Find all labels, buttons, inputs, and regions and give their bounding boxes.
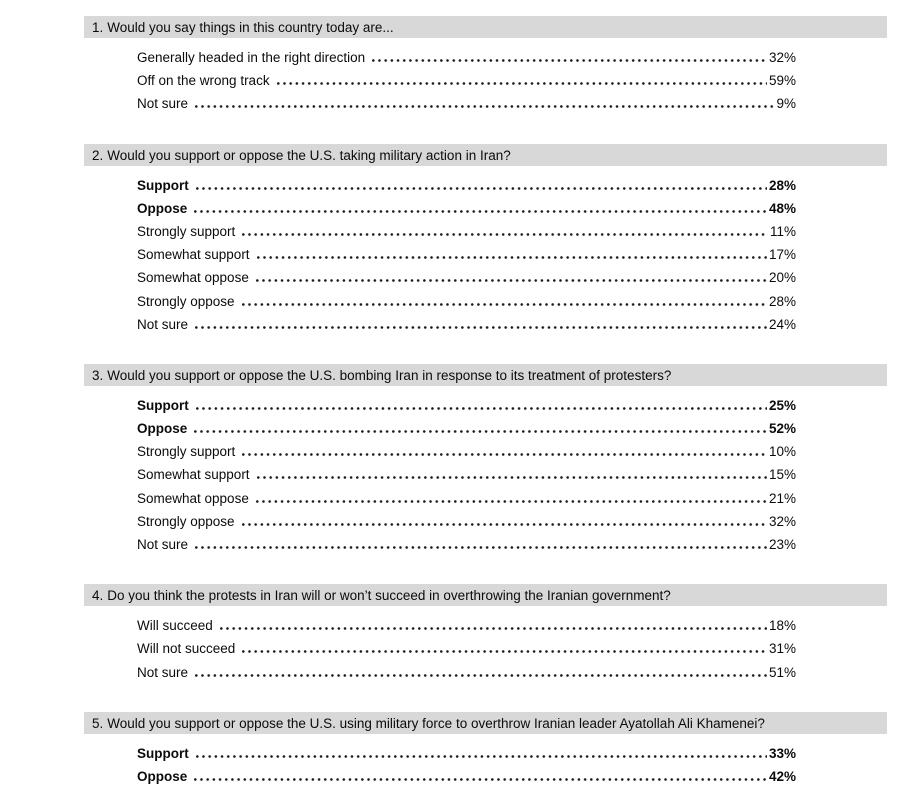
answer-value: 17% (768, 247, 796, 263)
answer-value: 10% (768, 444, 796, 460)
question-header-bar (84, 584, 887, 606)
answer-row (137, 742, 796, 765)
dotted-leader (256, 500, 767, 503)
answer-row (137, 614, 796, 637)
answer-value: 28% (768, 177, 796, 193)
answer-label: Somewhat oppose (137, 490, 249, 506)
answer-value: 18% (768, 618, 796, 634)
question-block (84, 364, 887, 556)
answer-row (137, 661, 796, 684)
answer-row (137, 220, 796, 243)
answer-value: 21% (768, 490, 796, 506)
answer-label: Strongly oppose (137, 293, 235, 309)
answer-row (137, 394, 796, 417)
answer-rows (137, 38, 796, 116)
answer-row (137, 46, 796, 69)
question-number: 4. (92, 588, 104, 604)
question-text: Do you think the protests in Iran will or won’t succeed in overthrowing the Iranian government? (107, 588, 671, 604)
dotted-leader (242, 523, 767, 526)
answer-label: Generally headed in the right direction (137, 50, 366, 65)
answer-label: Not sure (137, 537, 189, 552)
answer-label: Not sure (137, 664, 189, 680)
answer-row (137, 487, 796, 510)
answer-row (137, 533, 796, 556)
answer-value: 52% (768, 421, 796, 437)
dotted-leader (257, 256, 767, 259)
dotted-leader (194, 210, 767, 213)
questions-list (84, 16, 887, 788)
question-block (84, 584, 887, 684)
answer-value: 31% (768, 641, 796, 657)
answer-value: 51% (768, 664, 796, 680)
dotted-leader (194, 778, 767, 781)
answer-row (137, 417, 796, 440)
answer-value: 11% (769, 223, 796, 239)
answer-row (137, 510, 796, 533)
question-text: Would you support or oppose the U.S. using military force to overthrow Iranian leader Ayatollah Ali Khamenei? (107, 715, 765, 731)
question-block (84, 712, 887, 788)
dotted-leader (220, 627, 767, 630)
answer-label: Somewhat support (137, 247, 250, 263)
answer-label: Somewhat oppose (137, 270, 249, 286)
answer-value: 15% (768, 467, 796, 483)
answer-value: 23% (768, 537, 796, 552)
answer-row (137, 637, 796, 660)
question-block (84, 144, 887, 336)
answer-value: 9% (776, 96, 796, 112)
answer-rows (137, 734, 796, 788)
question-number: 2. (92, 147, 104, 163)
answer-label: Will not succeed (137, 641, 236, 657)
question-number: 5. (92, 715, 104, 731)
answer-row (137, 463, 796, 486)
answer-row (137, 174, 796, 197)
question-text: Would you support or oppose the U.S. taking military action in Iran? (107, 147, 511, 163)
question-text: Would you say things in this country today are... (107, 20, 394, 35)
answer-label: Strongly support (137, 444, 236, 460)
survey-results-page (84, 0, 887, 788)
answer-value: 59% (768, 73, 796, 89)
question-header-bar (84, 364, 887, 386)
answer-label: Off on the wrong track (137, 73, 270, 89)
answer-label: Somewhat support (137, 467, 250, 483)
dotted-leader (196, 755, 767, 758)
dotted-leader (372, 59, 767, 62)
question-block (84, 16, 887, 116)
dotted-leader (242, 303, 767, 306)
answer-row (137, 197, 796, 220)
dotted-leader (195, 326, 767, 329)
answer-rows (137, 166, 796, 336)
dotted-leader (242, 453, 767, 456)
answer-label: Strongly oppose (137, 513, 235, 529)
dotted-leader (195, 546, 767, 549)
answer-row (137, 69, 796, 92)
answer-value: 42% (768, 768, 796, 784)
answer-row (137, 440, 796, 463)
answer-value: 33% (768, 745, 796, 761)
question-header-bar (84, 712, 887, 734)
answer-value: 24% (768, 316, 796, 332)
answer-value: 25% (768, 397, 796, 413)
dotted-leader (242, 233, 768, 236)
answer-label: Oppose (137, 200, 188, 216)
answer-label: Not sure (137, 96, 189, 112)
dotted-leader (195, 674, 767, 677)
answer-label: Not sure (137, 316, 189, 332)
dotted-leader (242, 650, 767, 653)
answer-label: Oppose (137, 421, 188, 437)
answer-value: 28% (768, 293, 796, 309)
dotted-leader (195, 105, 774, 108)
dotted-leader (194, 430, 767, 433)
answer-row (137, 92, 796, 115)
answer-value: 20% (768, 270, 796, 286)
dotted-leader (277, 82, 767, 85)
question-header-bar (84, 16, 887, 38)
answer-label: Strongly support (137, 223, 236, 239)
answer-label: Support (137, 745, 189, 761)
answer-value: 32% (768, 513, 796, 529)
answer-value: 32% (768, 50, 796, 65)
answer-row (137, 243, 796, 266)
answer-row (137, 765, 796, 788)
answer-label: Will succeed (137, 618, 213, 634)
question-header-bar (84, 144, 887, 166)
dotted-leader (257, 476, 767, 479)
dotted-leader (256, 279, 767, 282)
answer-label: Oppose (137, 768, 188, 784)
question-number: 3. (92, 367, 104, 383)
question-text: Would you support or oppose the U.S. bombing Iran in response to its treatment of protesters? (107, 367, 672, 383)
answer-rows (137, 606, 796, 684)
dotted-leader (196, 407, 767, 410)
answer-row (137, 290, 796, 313)
answer-label: Support (137, 397, 189, 413)
answer-label: Support (137, 177, 189, 193)
answer-row (137, 266, 796, 289)
answer-rows (137, 386, 796, 556)
answer-value: 48% (768, 200, 796, 216)
answer-row (137, 313, 796, 336)
dotted-leader (196, 187, 767, 190)
question-number: 1. (92, 20, 104, 35)
